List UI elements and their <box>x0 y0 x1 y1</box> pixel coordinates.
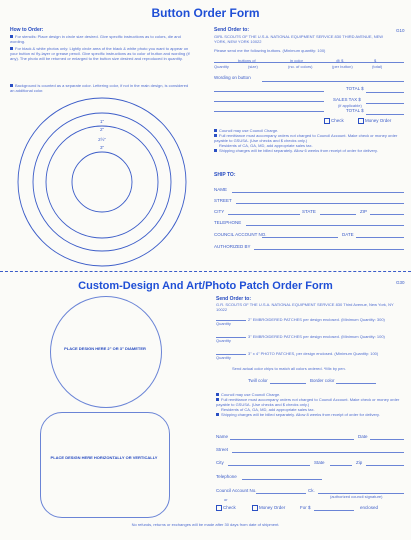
bullet-icon <box>214 134 217 137</box>
quantity-field-2[interactable] <box>216 337 246 338</box>
total-field[interactable] <box>366 92 404 93</box>
bullet-icon <box>216 398 219 401</box>
label-1in: 1" <box>99 119 105 124</box>
city-label: CITY <box>214 209 225 214</box>
how-to-order-heading: How to Order: <box>10 27 44 33</box>
money-order-option-2[interactable]: Money Order <box>252 505 285 511</box>
bullet-icon <box>216 393 219 396</box>
quantity-label-2: Quantity <box>216 338 231 343</box>
payment-note-2-4: Shipping charges will be billed separately. Allow 8 weeks from receipt of order for delivery. <box>216 412 406 417</box>
state-label: STATE <box>302 209 316 214</box>
form-code: G10 <box>396 28 405 33</box>
check-option-2[interactable]: Check <box>216 505 236 511</box>
check-box[interactable] <box>324 118 330 124</box>
street-field[interactable] <box>236 203 404 204</box>
date-label: DATE <box>342 232 354 237</box>
street-label-2: Street <box>216 447 229 452</box>
zip-label: ZIP <box>360 209 368 214</box>
hdr-size: (size) <box>248 64 258 69</box>
quantity-field-1[interactable] <box>216 320 246 321</box>
button-size-circles[interactable] <box>12 95 192 270</box>
city-field-2[interactable] <box>228 465 310 466</box>
bullet-icon <box>10 84 13 87</box>
quantity-field-3[interactable] <box>216 354 246 355</box>
payment-note-1: Council may use Council Charge. <box>214 128 404 133</box>
bullet-icon <box>216 413 219 416</box>
design-circle[interactable] <box>50 296 162 408</box>
instruction-3: Background is counted as a separate color. Lettering color, if not in the main design, is considered an additional color. <box>10 83 189 93</box>
circle-1in[interactable] <box>72 152 132 212</box>
payment-note-2-1: Council may use Council Charge. <box>216 392 406 397</box>
payment-note-3: Residents of CA, GA, MD, add appropriate sales tax. <box>219 143 313 148</box>
instruction-2: For black & white photos only: Lightly circle area of the black & white photo you want to appear on your button w/ fly-layer or grease pencil. Give specific instructions as to color of button and wording (if any). The photo will be returned or enlarged to the button size desired and reproduced in quantity. <box>10 46 190 61</box>
border-color-label: Border color <box>310 378 335 383</box>
cut-line <box>0 271 411 272</box>
patch-item-3: 3" x 4" PHOTO PATCHES, per design enclosed. (Minimum Quantity: 100) <box>248 351 379 356</box>
payment-note-4: Shipping charges will be billed separately. Allow 6 weeks from receipt of order for delivery. <box>214 148 404 153</box>
wording-field[interactable] <box>262 81 404 82</box>
wording-label: Wording on button <box>214 75 251 80</box>
for-amount-field[interactable] <box>314 510 354 511</box>
council-account-field[interactable] <box>262 237 338 238</box>
zip-field-2[interactable] <box>366 465 404 466</box>
bullet-icon <box>214 129 217 132</box>
wording-field-3[interactable] <box>214 101 324 102</box>
hdr-buttons-of: buttons of <box>238 58 256 63</box>
ck-label: Ck. <box>308 488 315 493</box>
state-field[interactable] <box>320 214 356 215</box>
form-code-2: G30 <box>396 280 405 285</box>
twill-color-field[interactable] <box>270 383 306 384</box>
payment-notes-2 <box>216 392 406 417</box>
circle-2in[interactable] <box>46 126 158 238</box>
state-field-2[interactable] <box>330 465 352 466</box>
footnote: No refunds, returns or exchanges will be made after 30 days from date of shipment. <box>131 522 280 527</box>
authorized-by-label: AUTHORIZED BY <box>214 244 251 249</box>
please-send-text: Please send me the following buttons. (Minimum quantity: 100) <box>214 48 326 53</box>
patch-order-title: Custom-Design And Art/Photo Patch Order Form <box>78 280 333 292</box>
money-order-option[interactable]: Money Order <box>358 118 391 124</box>
council-account-label: COUNCIL ACCOUNT NO. <box>214 232 267 237</box>
bullet-icon <box>10 47 13 50</box>
if-applicable: (if applicable) <box>338 103 362 108</box>
patch-item-1: 2" EMBROIDERED PATCHES per design enclosed. (Minimum Quantity: 300) <box>248 317 385 322</box>
hdr-dollar: $ <box>374 58 377 63</box>
order-address: GIRL SCOUTS OF THE U.S.A. NATIONAL EQUIPMENT SERVICE 830 THIRD AVENUE, NEW YORK, NEW YORK 10022 <box>214 34 384 44</box>
label-2-5in: 2½" <box>98 137 106 142</box>
send-order-to-2: Send Order to: <box>216 296 252 302</box>
color-note: Send actual color chips to match all colors ordered. *Mix by pen. <box>232 366 346 371</box>
send-order-to: Send Order to: <box>214 27 250 33</box>
date-field[interactable] <box>356 237 404 238</box>
name-label-2: Name <box>216 434 229 439</box>
name-field[interactable] <box>232 192 404 193</box>
hdr-in-color: in color <box>290 58 303 63</box>
telephone-label-2: Telephone <box>216 474 237 479</box>
bullet-icon <box>214 149 217 152</box>
money-order-box[interactable] <box>358 118 364 124</box>
twill-color-label: Twill color <box>248 378 268 383</box>
telephone-field[interactable] <box>246 225 404 226</box>
order-address-2: G.R. SCOUTS OF THE U.S.A. NATIONAL EQUIPMENT SERVICE 830 Third Avenue, New York, NY 10022 <box>216 302 394 312</box>
money-order-box-2[interactable] <box>252 505 258 511</box>
button-order-title: Button Order Form <box>151 6 260 20</box>
authorized-by-field[interactable] <box>254 249 404 250</box>
payment-notes <box>214 128 404 153</box>
enclosed-label: enclosed <box>360 505 379 510</box>
zip-field[interactable] <box>370 214 404 215</box>
design-rect[interactable] <box>40 412 170 518</box>
telephone-label: TELEPHONE <box>214 220 242 225</box>
ship-to-heading: SHIP TO: <box>214 172 236 178</box>
payment-note-2-2: Full remittance must accompany orders not charged to Council Account. Make check or money order payable to GSUSA. (Use checks and $ checks only.) <box>216 397 400 407</box>
label-3in: 3" <box>99 145 105 150</box>
hdr-per-button: (per button) <box>332 64 353 69</box>
wording-field-4[interactable] <box>214 111 324 112</box>
wording-field-2[interactable] <box>214 91 324 92</box>
telephone-field-2[interactable] <box>242 479 322 480</box>
border-color-field[interactable] <box>336 383 376 384</box>
bullet-icon <box>10 35 13 38</box>
hdr-at: @ $ <box>336 58 344 63</box>
check-option[interactable]: Check <box>324 118 344 124</box>
city-label-2: City <box>216 460 224 465</box>
name-label: NAME <box>214 187 228 192</box>
quantity-label-3: Quantity <box>216 355 231 360</box>
instruction-1: For stencils: Place design in circle size desired. Give specific instructions as to colors, die and wording. <box>10 34 181 44</box>
circle-2-5in[interactable] <box>33 113 171 251</box>
street-field-2[interactable] <box>232 452 404 453</box>
street-label: STREET <box>214 198 232 203</box>
hdr-quantity: Quantity <box>214 64 229 69</box>
council-account-label-2: Council Account No. <box>216 488 257 493</box>
label-2in: 2" <box>99 127 105 132</box>
sales-tax-label: SALES TAX $ <box>333 97 361 102</box>
city-field[interactable] <box>228 214 300 215</box>
zip-label-2: Zip <box>356 460 363 465</box>
hdr-total: (total) <box>372 64 383 69</box>
grand-total-field[interactable] <box>366 114 404 115</box>
design-rect-text: PLACE DESIGN HERE HORIZONTALLY OR VERTICALLY <box>50 455 158 460</box>
grand-total-label: TOTAL $ <box>346 108 364 113</box>
date-field-2[interactable] <box>370 439 404 440</box>
patch-item-2: 3" EMBROIDERED PATCHES per design enclosed. (Minimum Quantity: 100) <box>248 334 385 339</box>
or-label: or <box>224 497 228 502</box>
quantity-label-1: Quantity <box>216 321 231 326</box>
for-amount-label: For $ <box>300 505 311 510</box>
council-signature-caption: (authorized council signature) <box>330 494 383 499</box>
total-label: TOTAL $ <box>346 86 364 91</box>
name-field-2[interactable] <box>230 439 354 440</box>
design-circle-text: PLACE DESIGN HERE 2" OR 3" DIAMETER <box>64 346 146 351</box>
date-label-2: Date <box>358 434 368 439</box>
check-box-2[interactable] <box>216 505 222 511</box>
sales-tax-field[interactable] <box>366 103 404 104</box>
council-account-field-2[interactable] <box>256 493 306 494</box>
payment-note-2: Full remittance must accompany orders not charged to Council Account. Make check or money order payable to GSUSA. (Use checks and $ checks only.) <box>214 133 398 143</box>
payment-note-2-3: Residents of CA, GA, MD, add appropriate sales tax. <box>221 407 315 412</box>
hdr-no-colors: (no. of colors) <box>288 64 313 69</box>
state-label-2: State <box>314 460 325 465</box>
